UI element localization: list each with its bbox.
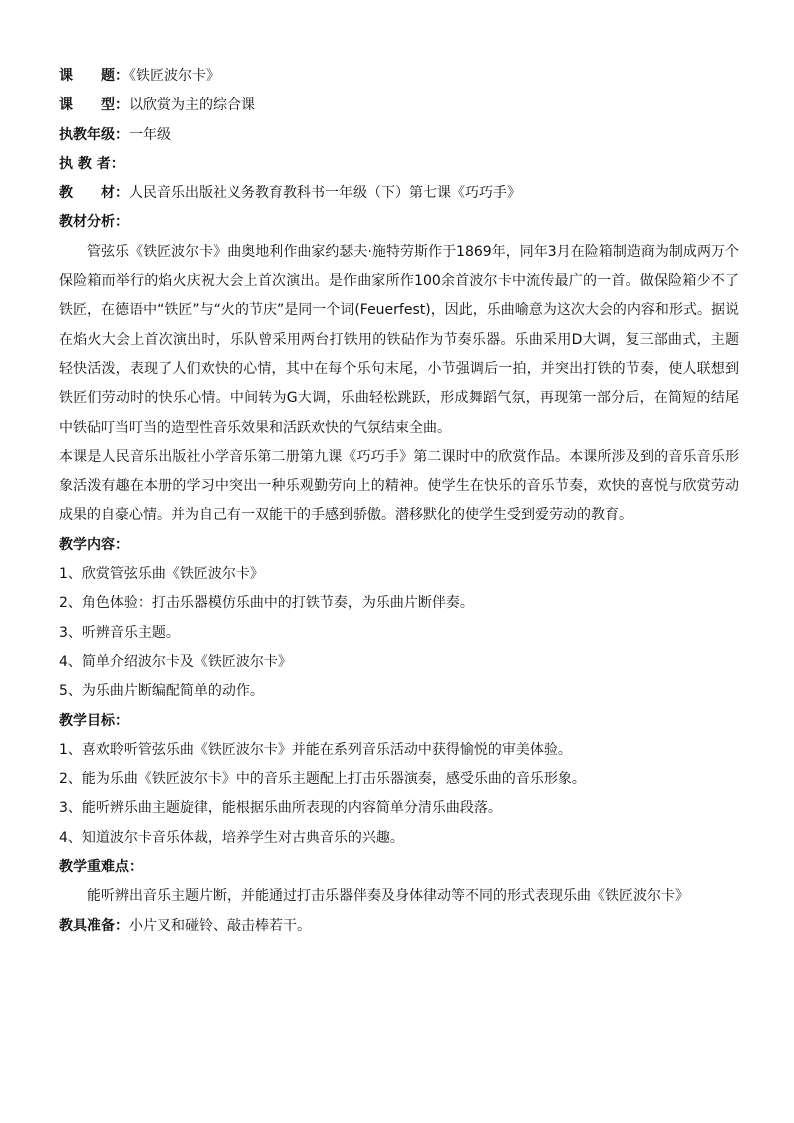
grade-value: 一年级 bbox=[129, 126, 171, 143]
grade-label: 执教年级： bbox=[59, 126, 129, 143]
lesson-plan bbox=[59, 62, 739, 941]
type-value: 以欣赏为主的综合课 bbox=[129, 97, 255, 114]
teacher-label: 执 教 者： bbox=[59, 155, 125, 172]
goal-item: 2、能为乐曲《铁匠波尔卡》中的音乐主题配上打击乐器演奏，感受乐曲的音乐形象。 bbox=[59, 771, 586, 788]
tools-value: 小片叉和碰铃、敲击棒若干。 bbox=[129, 917, 311, 934]
content-item: 3、听辨音乐主题。 bbox=[59, 624, 180, 641]
content-item: 1、欣赏管弦乐曲《铁匠波尔卡》 bbox=[59, 566, 264, 583]
topic-value: 《铁匠波尔卡》 bbox=[129, 68, 220, 84]
analysis-heading: 教材分析： bbox=[59, 214, 129, 231]
grade-row bbox=[59, 121, 739, 150]
goal-item: 1、喜欢聆听管弦乐曲《铁匠波尔卡》并能在系列音乐活动中获得愉悦的审美体验。 bbox=[59, 741, 572, 758]
goal-item: 4、知道波尔卡音乐体裁，培养学生对古典音乐的兴趣。 bbox=[59, 829, 404, 846]
topic-row bbox=[59, 62, 739, 91]
key-points-heading: 教学重难点： bbox=[59, 859, 143, 876]
tools-label: 教具准备： bbox=[59, 917, 129, 934]
goal-item: 3、能听辨乐曲主题旋律，能根据乐曲所表现的内容简单分清乐曲段落。 bbox=[59, 800, 502, 817]
content-item: 4、简单介绍波尔卡及《铁匠波尔卡》 bbox=[59, 653, 292, 670]
material-label: 教 材： bbox=[59, 185, 129, 202]
analysis-paragraph-1: 管弦乐《铁匠波尔卡》曲奥地利作曲家约瑟夫·施特劳斯作于1869年，同年3月在险箱制造商为制成两万个保险箱而举行的焰火庆祝大会上首次演出。是作曲家所作100余首波尔卡中流传最广的一首。做保险箱少不了铁匠，在德语中“铁匠”与“火的节庆”是同一个词(Feuerfest)，因此，乐曲喻意为这次大会的内容和形式。据说在焰火大会上首次演出时，乐队曾采用两台打铁用的铁砧作为节奏乐器。乐曲采用D大调，复三部曲式，主题轻快活泼，表现了人们欢快的心情，其中在每个乐句末尾，小节强调后一拍，并突出打铁的节奏，使人联想到铁匠们劳动时的快乐心情。中间转为G大调，乐曲轻松跳跃，形成舞蹈气氛，再现第一部分后，在简短的结尾中铁砧叮当叮当的造型性音乐效果和活跃欢快的气氛结束全曲。 bbox=[59, 243, 739, 436]
type-label: 课 型： bbox=[59, 97, 129, 114]
content-item: 5、为乐曲片断编配简单的动作。 bbox=[59, 683, 264, 700]
material-row bbox=[59, 179, 739, 208]
analysis-paragraph-2: 本课是人民音乐出版社小学音乐第二册第九课《巧巧手》第二课时中的欣赏作品。本课所涉及到的音乐音乐形象活泼有趣在本册的学习中突出一种乐观勤劳向上的精神。使学生在快乐的音乐节奏，欢快的喜悦与欣赏劳动成果的自豪心情。并为自己有一双能干的手感到骄傲。潜移默化的使学生受到爱劳动的教育。 bbox=[59, 448, 739, 524]
type-row bbox=[59, 91, 739, 120]
tools-row bbox=[59, 912, 739, 941]
goals-heading: 教学目标： bbox=[59, 712, 129, 729]
topic-label: 课 题： bbox=[59, 68, 129, 84]
content-item: 2、角色体验：打击乐器模仿乐曲中的打铁节奏，为乐曲片断伴奏。 bbox=[59, 595, 474, 612]
teacher-row bbox=[59, 150, 739, 179]
content-heading: 教学内容： bbox=[59, 536, 129, 553]
material-value: 人民音乐出版社义务教育教科书一年级（下）第七课《巧巧手》 bbox=[129, 185, 521, 202]
key-points-text: 能听辨出音乐主题片断，并能通过打击乐器伴奏及身体律动等不同的形式表现乐曲《铁匠波尔卡》 bbox=[87, 888, 689, 905]
